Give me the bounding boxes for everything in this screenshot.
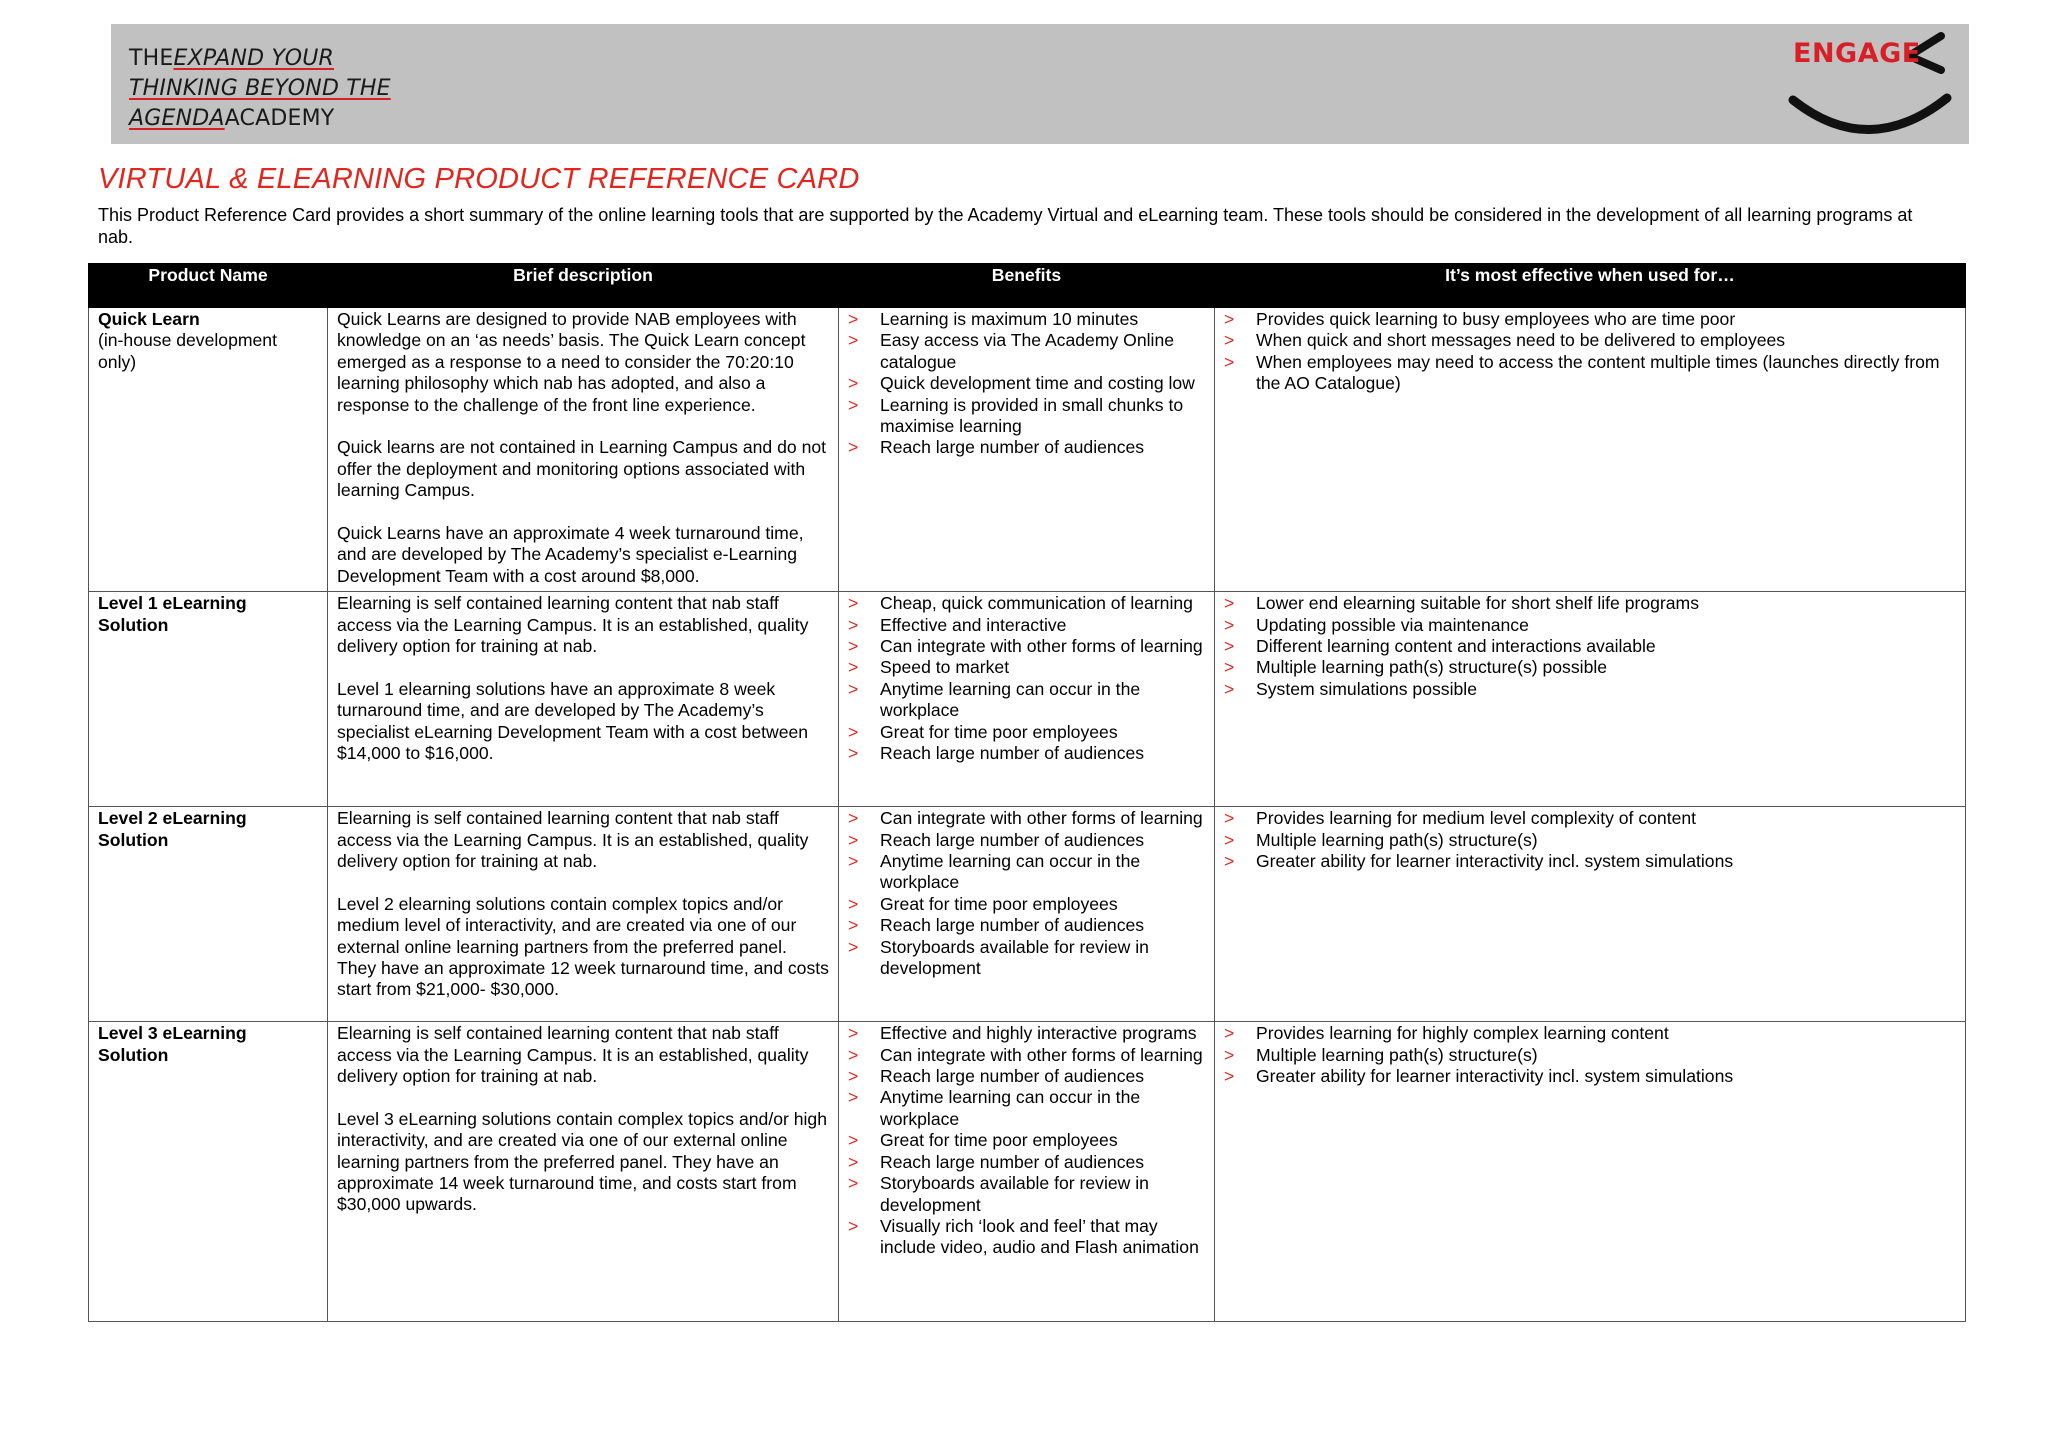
effective-item: > Greater ability for learner interactivity incl. system simulations — [1224, 851, 1956, 872]
benefits-cell — [839, 807, 1215, 1022]
effective-item: > Provides learning for medium level complexity of content — [1224, 808, 1956, 829]
table-header-row — [89, 264, 1966, 308]
description-paragraph: Quick Learns are designed to provide NAB employees with knowledge on an ‘as needs’ basis. The Quick Learn concept emerged as a response to a need to consider the 70:20:10 learning philosophy which nab has adopted, and also a response to the challenge of the front line experience. — [337, 309, 806, 415]
description-paragraph: Elearning is self contained learning content that nab staff access via the Learning Campus. It is an established, quality delivery option for training at nab. — [337, 593, 809, 657]
description-cell — [328, 308, 839, 592]
benefit-item: > Effective and interactive — [848, 615, 1205, 636]
table-row — [89, 592, 1966, 807]
benefit-item: > Anytime learning can occur in the workplace — [848, 679, 1205, 722]
effective-cell — [1215, 592, 1966, 807]
effective-item: > Provides learning for highly complex learning content — [1224, 1023, 1956, 1044]
header-most-effective: It’s most effective when used for… — [1215, 264, 1966, 308]
effective-item: > Greater ability for learner interactivity incl. system simulations — [1224, 1066, 1956, 1087]
description-cell — [328, 807, 839, 1022]
description-paragraph: Level 1 elearning solutions have an approximate 8 week turnaround time, and are developed by The Academy’s specialist eLearning Development Team with a cost between $14,000 to $16,000. — [337, 678, 809, 764]
benefit-item: > Storyboards available for review in development — [848, 1173, 1205, 1216]
benefit-item: > Reach large number of audiences — [848, 437, 1205, 458]
product-name-cell — [89, 592, 328, 807]
engage-logo-text: ENGAGE — [1793, 38, 1921, 69]
header-product-name: Product Name — [89, 264, 328, 308]
benefit-item: > Reach large number of audiences — [848, 743, 1205, 764]
product-name: Level 3 eLearning Solution — [98, 1023, 247, 1065]
benefit-item: > Storyboards available for review in development — [848, 937, 1205, 980]
effective-item: > When employees may need to access the content multiple times (launches directly from the AO Catalogue) — [1224, 352, 1956, 395]
intro-paragraph: This Product Reference Card provides a short summary of the online learning tools that are supported by the Academy Virtual and eLearning team. These tools should be considered in the development of all learning programs at nab. — [98, 205, 1913, 247]
product-name-cell — [89, 807, 328, 1022]
product-note: (in-house development only) — [98, 330, 277, 372]
product-reference-table — [88, 263, 1966, 1322]
effective-item: > Multiple learning path(s) structure(s) — [1224, 830, 1956, 851]
effective-item: > System simulations possible — [1224, 679, 1956, 700]
header-brief-description: Brief description — [328, 264, 839, 308]
effective-cell — [1215, 807, 1966, 1022]
effective-item: > Multiple learning path(s) structure(s) — [1224, 1045, 1956, 1066]
product-name: Quick Learn — [98, 309, 200, 329]
description-paragraph: Level 2 elearning solutions contain complex topics and/or medium level of interactivity, and are created via one of our external online learning partners from the preferred panel. They have an approximate 12 week turnaround time, and costs start from $21,000- $30,000. — [337, 893, 829, 1000]
benefit-item: > Great for time poor employees — [848, 1130, 1205, 1151]
product-name-cell — [89, 1022, 328, 1322]
benefit-item: > Anytime learning can occur in the workplace — [848, 851, 1205, 894]
academy-logo: THEEXPAND YOUR THINKING BEYOND THE AGENDAACADEMY — [129, 46, 391, 131]
description-paragraph: Level 3 eLearning solutions contain complex topics and/or high interactivity, and are created via one of our external online learning partners from the preferred panel. They have an approximate 14 week turnaround time, and costs start from $30,000 upwards. — [337, 1108, 828, 1215]
engage-logo — [1785, 30, 1955, 138]
description-cell — [328, 592, 839, 807]
benefit-item: > Learning is maximum 10 minutes — [848, 309, 1205, 330]
product-name: Level 2 eLearning Solution — [98, 808, 247, 850]
effective-item: > When quick and short messages need to be delivered to employees — [1224, 330, 1956, 351]
benefit-item: > Can integrate with other forms of learning — [848, 1045, 1205, 1066]
benefit-item: > Quick development time and costing low — [848, 373, 1205, 394]
effective-item: > Provides quick learning to busy employees who are time poor — [1224, 309, 1956, 330]
benefits-cell — [839, 1022, 1215, 1322]
effective-item: > Multiple learning path(s) structure(s) possible — [1224, 657, 1956, 678]
benefit-item: > Speed to market — [848, 657, 1205, 678]
benefit-item: > Can integrate with other forms of learning — [848, 636, 1205, 657]
benefits-cell — [839, 592, 1215, 807]
benefit-item: > Great for time poor employees — [848, 722, 1205, 743]
benefit-item: > Anytime learning can occur in the workplace — [848, 1087, 1205, 1130]
benefit-item: > Cheap, quick communication of learning — [848, 593, 1205, 614]
effective-cell — [1215, 1022, 1966, 1322]
benefit-item: > Visually rich ‘look and feel’ that may include video, audio and Flash animation — [848, 1216, 1205, 1259]
benefit-item: > Can integrate with other forms of learning — [848, 808, 1205, 829]
benefit-item: > Reach large number of audiences — [848, 1152, 1205, 1173]
benefit-item: > Reach large number of audiences — [848, 915, 1205, 936]
description-cell — [328, 1022, 839, 1322]
effective-item: > Updating possible via maintenance — [1224, 615, 1956, 636]
effective-item: > Lower end elearning suitable for short shelf life programs — [1224, 593, 1956, 614]
description-paragraph: Elearning is self contained learning content that nab staff access via the Learning Campus. It is an established, quality delivery option for training at nab. — [337, 808, 809, 872]
benefit-item: > Easy access via The Academy Online catalogue — [848, 330, 1205, 373]
table-row — [89, 1022, 1966, 1322]
benefit-item: > Reach large number of audiences — [848, 830, 1205, 851]
header-banner — [111, 24, 1969, 144]
benefit-item: > Learning is provided in small chunks to maximise learning — [848, 395, 1205, 438]
benefits-cell — [839, 308, 1215, 592]
table-row — [89, 308, 1966, 592]
description-paragraph: Quick learns are not contained in Learning Campus and do not offer the deployment and monitoring options associated with learning Campus. — [337, 437, 827, 501]
benefit-item: > Reach large number of audiences — [848, 1066, 1205, 1087]
benefit-item: > Effective and highly interactive programs — [848, 1023, 1205, 1044]
description-paragraph: Elearning is self contained learning content that nab staff access via the Learning Campus. It is an established, quality delivery option for training at nab. — [337, 1023, 809, 1087]
header-benefits: Benefits — [839, 264, 1215, 308]
product-name: Level 1 eLearning Solution — [98, 593, 247, 635]
effective-cell — [1215, 308, 1966, 592]
page-title: VIRTUAL & ELEARNING PRODUCT REFERENCE CARD — [98, 163, 860, 195]
benefit-item: > Great for time poor employees — [848, 894, 1205, 915]
description-paragraph: Quick Learns have an approximate 4 week turnaround time, and are developed by The Academy’s specialist e-Learning Development Team with a cost around $8,000. — [337, 523, 804, 586]
effective-item: > Different learning content and interactions available — [1224, 636, 1956, 657]
product-name-cell — [89, 308, 328, 592]
table-row — [89, 807, 1966, 1022]
